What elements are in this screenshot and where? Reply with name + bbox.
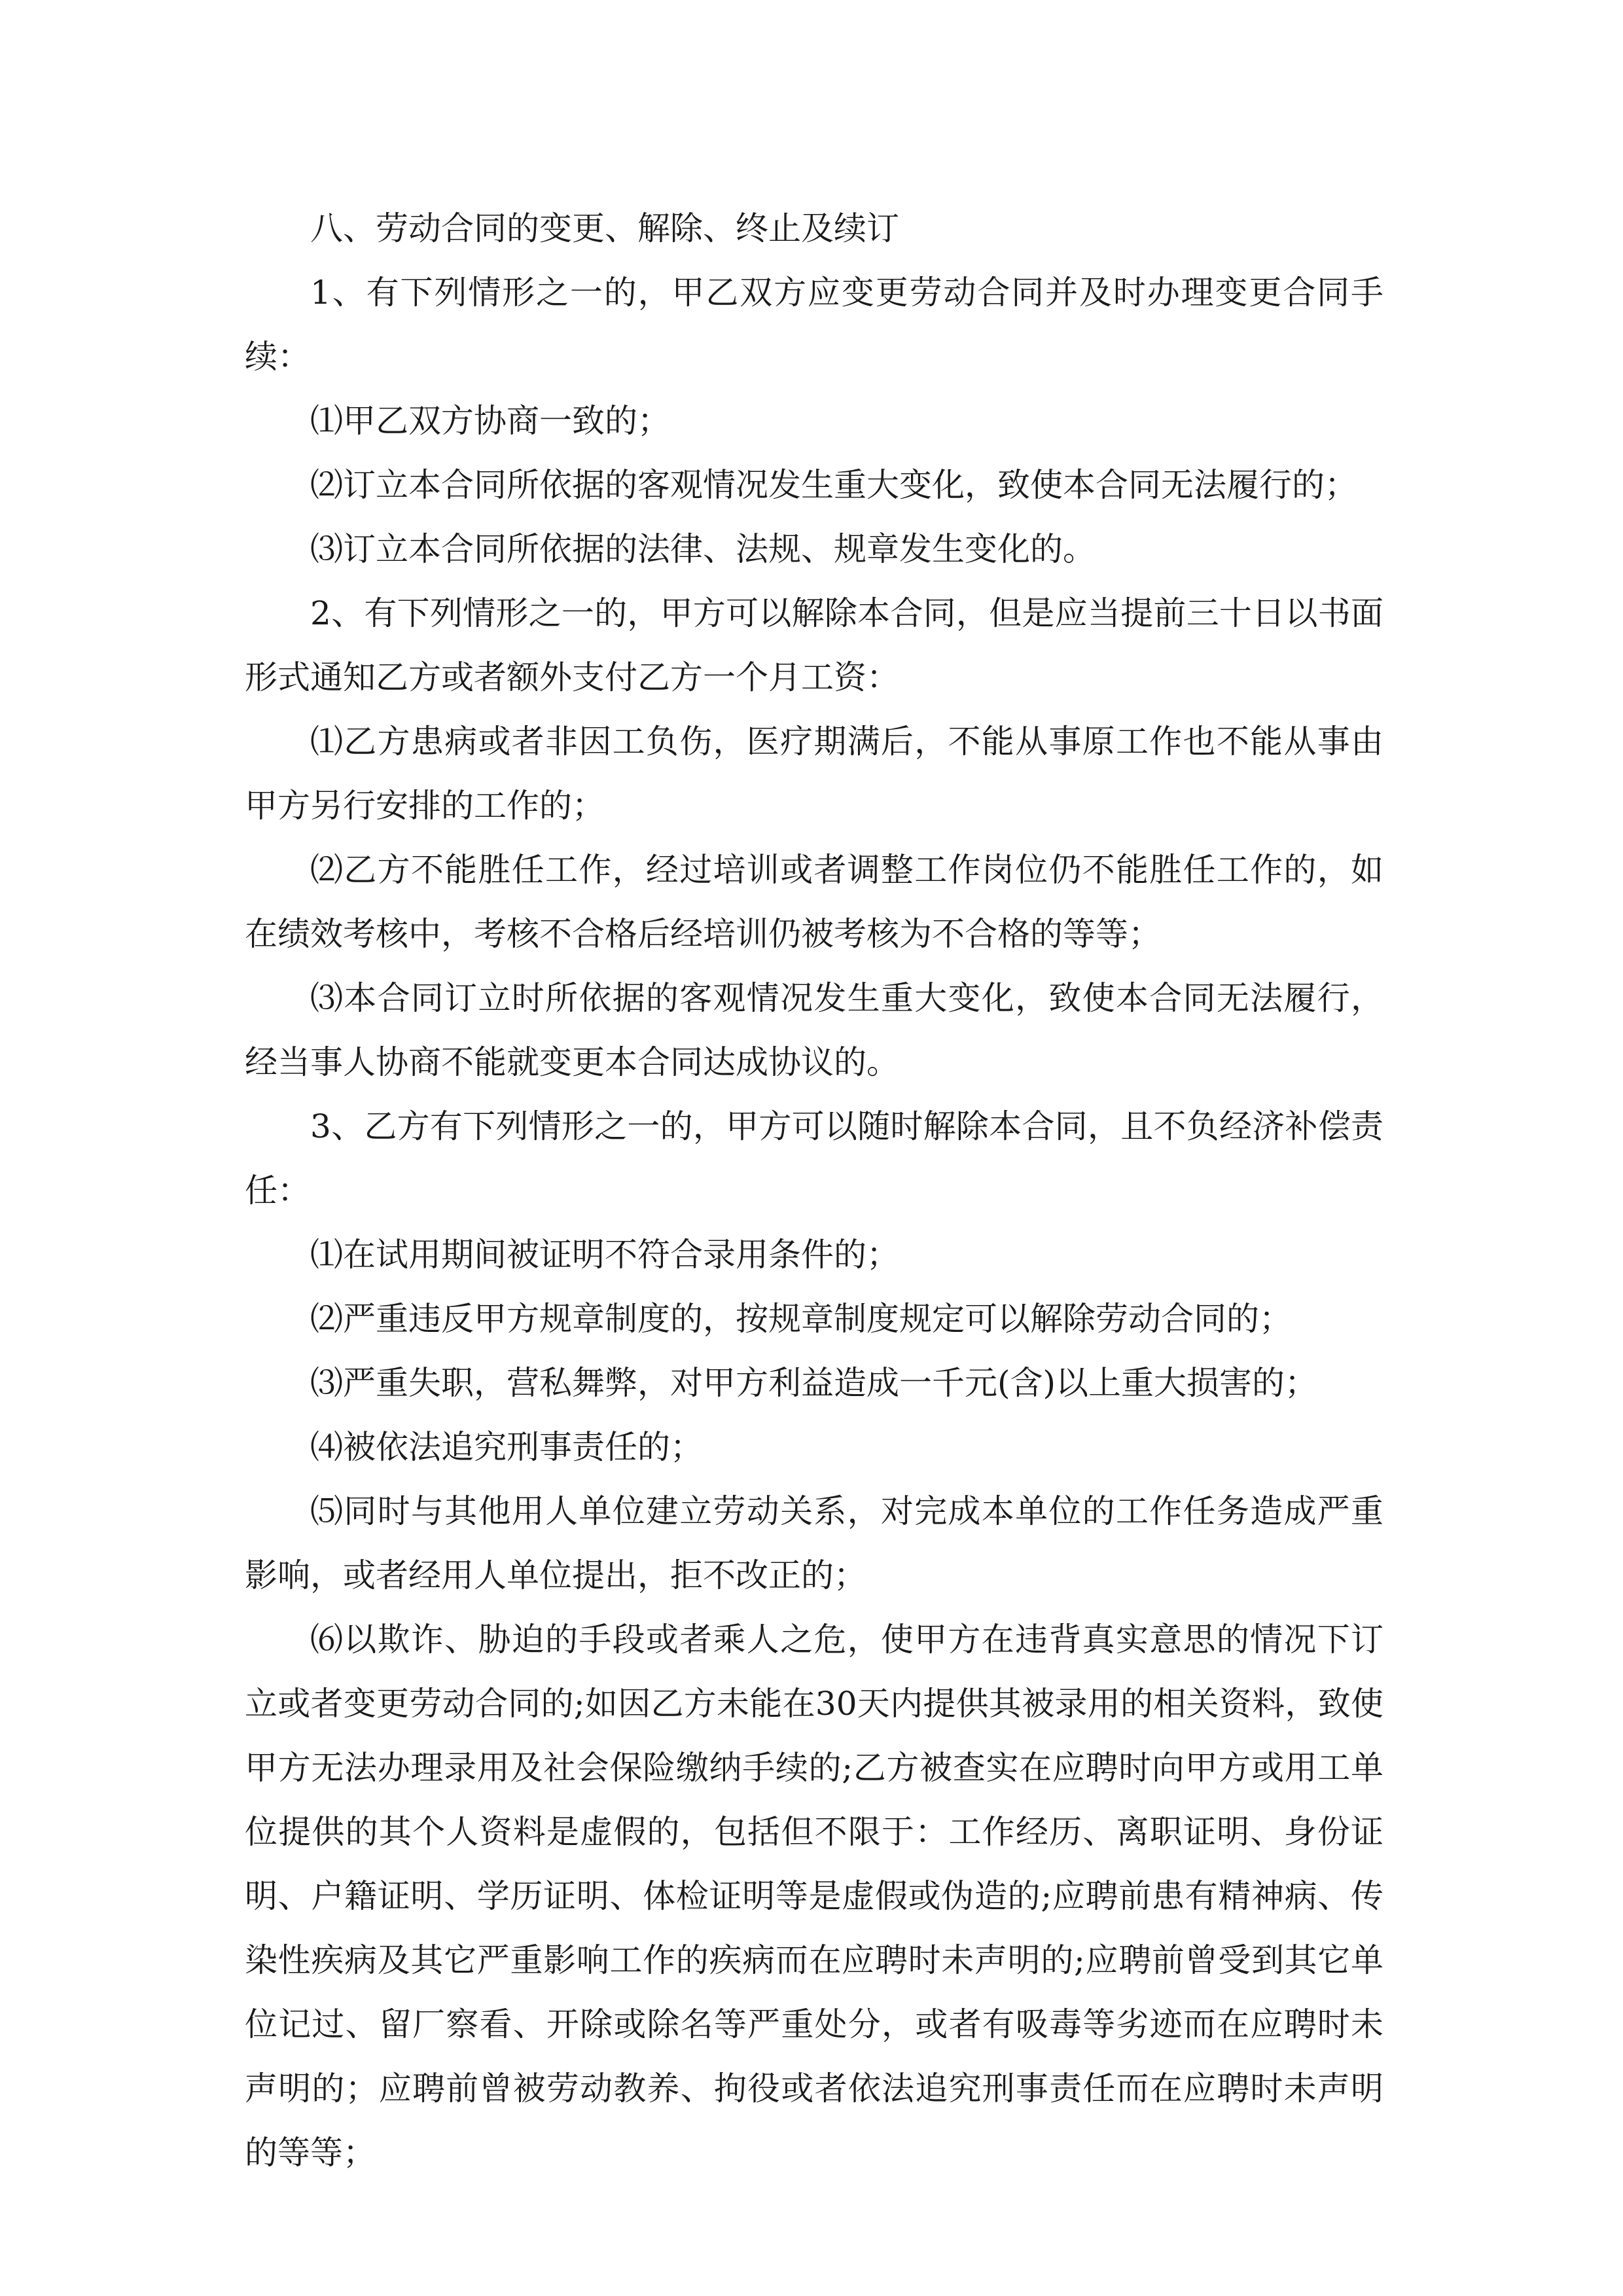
clause-2-item-2: ⑵乙方不能胜任工作，经过培训或者调整工作岗位仍不能胜任工作的，如在绩效考核中，考核不合格后经培训仍被考核为不合格的等等； (245, 851, 1383, 953)
clause-3-item-5: ⑸同时与其他用人单位建立劳动关系，对完成本单位的工作任务造成严重影响，或者经用人单位提出，拒不改正的； (245, 1492, 1383, 1594)
clause-3-item-2: ⑵严重违反甲方规章制度的，按规章制度规定可以解除劳动合同的； (310, 1300, 1292, 1338)
clause-1: 1、有下列情形之一的，甲乙双方应变更劳动合同并及时办理变更合同手续： (245, 274, 1383, 376)
clause-1-item-3: ⑶订立本合同所依据的法律、法规、规章发生变化的。 (310, 530, 1096, 568)
clause-1-item-2: ⑵订立本合同所依据的客观情况发生重大变化，致使本合同无法履行的； (310, 466, 1357, 504)
clause-1-item-1: ⑴甲乙双方协商一致的； (310, 402, 670, 440)
clause-3-item-6: ⑹以欺诈、胁迫的手段或者乘人之危，使甲方在违背真实意思的情况下订立或者变更劳动合同的;如因乙方未能在30天内提供其被录用的相关资料，致使甲方无法办理录用及社会保险缴纳手续的;乙方被查实在应聘时向甲方或用工单位提供的其个人资料是虚假的，包括但不限于：工作经历、离职证明、身份证明、户籍证明、学历证明、体检证明等是虚假或伪造的;应聘前患有精神病、传染性疾病及其它严重影响工作的疾病而在应聘时未声明的;应聘前曾受到其它单位记过、留厂察看、开除或除名等严重处分，或者有吸毒等劣迹而在应聘时未声明的；应聘前曾被劳动教养、拘役或者依法追究刑事责任而在应聘时未声明的等等； (245, 1621, 1383, 2172)
clause-2-item-3: ⑶本合同订立时所依据的客观情况发生重大变化，致使本合同无法履行，经当事人协商不能就变更本合同达成协议的。 (245, 979, 1383, 1081)
clause-3-item-1: ⑴在试用期间被证明不符合录用条件的； (310, 1236, 899, 1274)
clause-2: 2、有下列情形之一的，甲方可以解除本合同，但是应当提前三十日以书面形式通知乙方或者额外支付乙方一个月工资： (245, 594, 1383, 696)
clause-3-item-3: ⑶严重失职，营私舞弊，对甲方利益造成一千元(含)以上重大损害的； (310, 1364, 1318, 1402)
clause-3-item-4: ⑷被依法追究刑事责任的； (310, 1428, 703, 1466)
section-heading: 八、劳动合同的变更、解除、终止及续订 (310, 209, 899, 247)
clause-2-item-1: ⑴乙方患病或者非因工负伤，医疗期满后，不能从事原工作也不能从事由甲方另行安排的工作的； (245, 723, 1383, 825)
document-body (245, 196, 1383, 2185)
clause-3: 3、乙方有下列情形之一的，甲方可以随时解除本合同，且不负经济补偿责任： (245, 1107, 1383, 1210)
